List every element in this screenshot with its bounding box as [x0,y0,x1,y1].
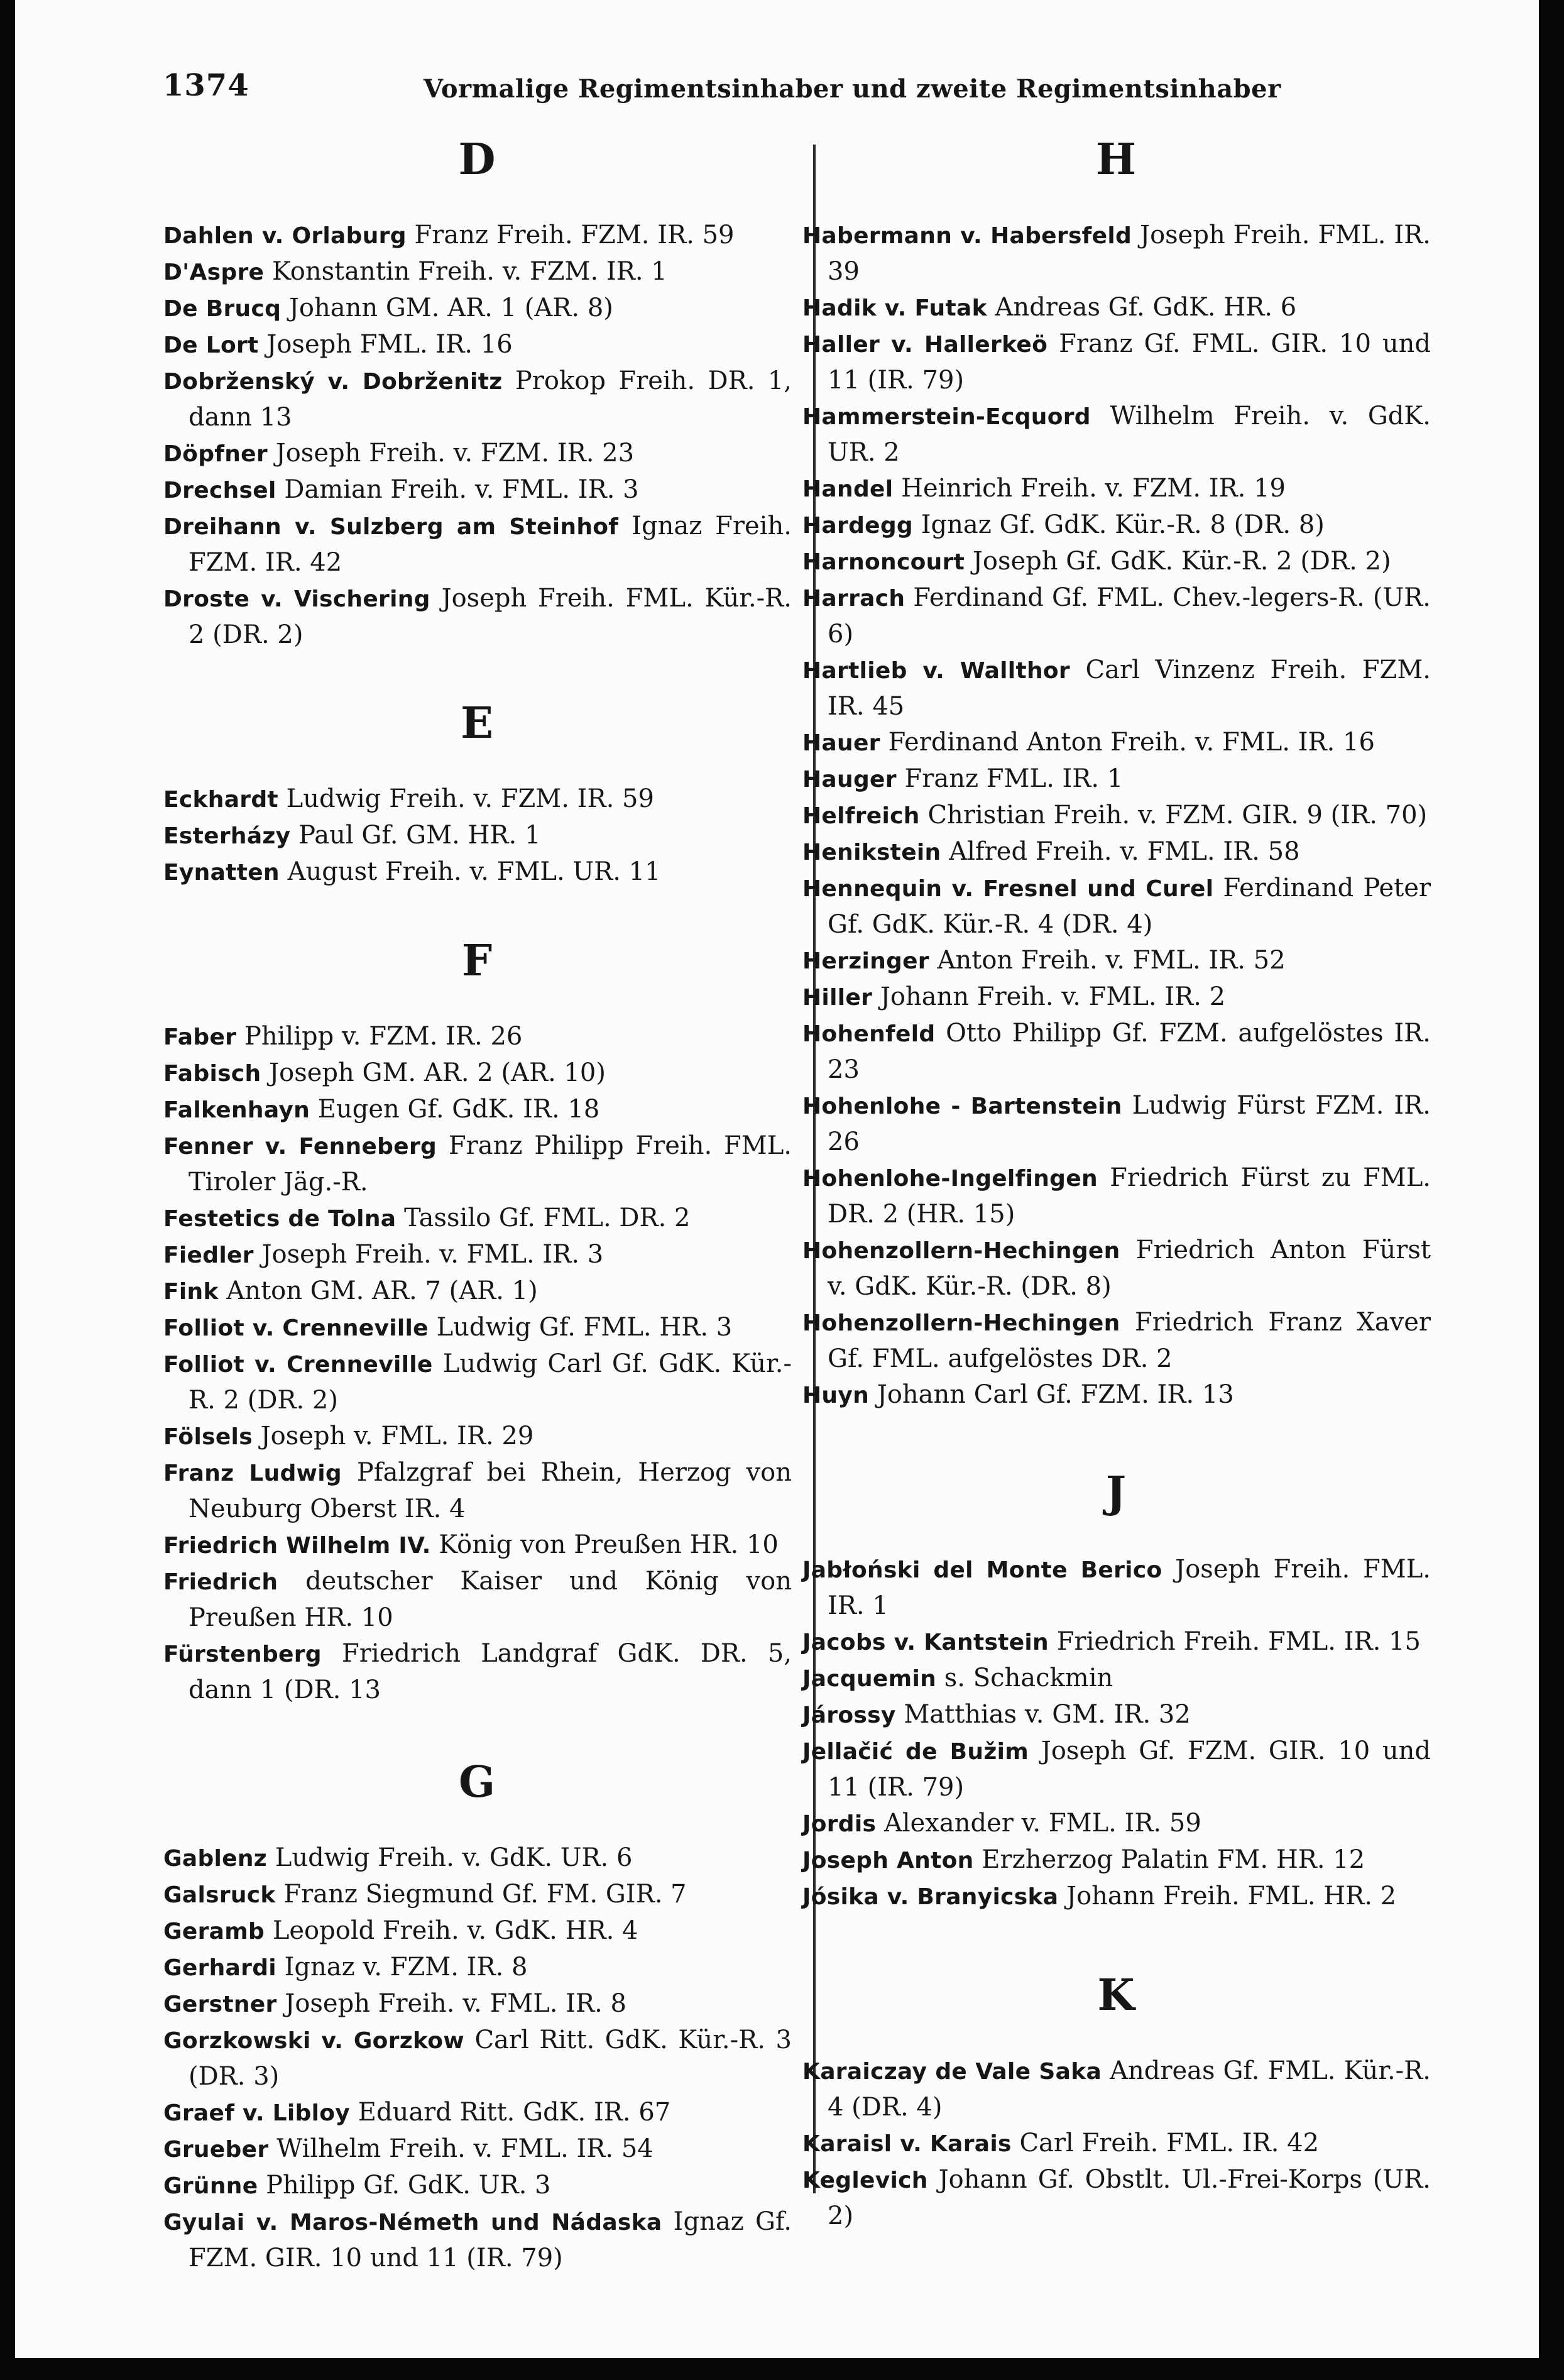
index-entry [802,834,1431,870]
index-entry [163,1310,792,1346]
left-column [163,134,792,2276]
entry-name: Franz Ludwig [163,1461,342,1486]
entry-name: Hohenzollern-Hechingen [802,1310,1120,1336]
entry-details: Ludwig Gf. FML. HR. 3 [436,1313,733,1342]
entry-name: Festetics de Tolna [163,1206,396,1232]
entry-name: Gablenz [163,1846,268,1872]
entry-details: Pfalzgraf bei Rhein, Herzog von Neuburg Oberst IR. 4 [189,1458,792,1523]
index-entry [163,327,792,363]
entry-name: Graef v. Libloy [163,2100,351,2126]
index-entry [802,725,1431,761]
index-entry [802,326,1431,398]
entry-name: Esterházy [163,823,291,849]
entry-name: Dahlen v. Orlaburg [163,223,407,249]
index-entry [802,1660,1431,1697]
index-entry [163,290,792,327]
entry-details: Carl Vinzenz Freih. FZM. IR. 45 [828,655,1431,721]
index-entry [163,436,792,472]
entry-details: Friedrich Fürst zu FML. DR. 2 (HR. 15) [828,1163,1431,1229]
entry-details: Friedrich Anton Fürst v. GdK. Kür.-R. (DR. 8) [828,1236,1431,1301]
right-column [802,134,1431,2234]
entry-details: Ferdinand Peter Gf. GdK. Kür.-R. 4 (DR. 4) [828,874,1431,939]
entry-name: D'Aspre [163,260,265,285]
index-entry [802,2162,1431,2234]
entry-details: Leopold Freih. v. GdK. HR. 4 [272,1916,638,1945]
entry-name: Gorzkowski v. Gorzkow [163,2028,464,2054]
index-entry [163,2022,792,2095]
index-entry [802,870,1431,943]
entry-name: Hammerstein-Ecquord [802,404,1091,430]
entry-details: Carl Freih. FML. IR. 42 [1019,2129,1320,2158]
entry-details: Damian Freih. v. FML. IR. 3 [284,475,639,504]
index-entry [802,1878,1431,1915]
section-letter-h: H [1095,134,1138,185]
entry-name: Gyulai v. Maros-Németh und Nádaska [163,2210,662,2235]
entry-details: Joseph GM. AR. 2 (AR. 10) [269,1058,606,1087]
index-entry [163,1019,792,1055]
entry-name: Friedrich Wilhelm IV. [163,1533,431,1559]
entry-details: Franz Freih. FZM. IR. 59 [414,221,735,250]
entry-name: Harrach [802,586,905,611]
section-letter-d: D [458,134,497,185]
entry-name: Herzinger [802,948,929,974]
entry-details: Johann GM. AR. 1 (AR. 8) [288,293,613,322]
entry-name: Droste v. Vischering [163,586,430,612]
index-entry [802,1697,1431,1733]
index-entry [802,398,1431,471]
entry-name: Hohenlohe-Ingelfingen [802,1166,1098,1192]
entry-details: s. Schackmin [944,1664,1113,1692]
index-entry [802,979,1431,1016]
entry-details: Franz Gf. FML. GIR. 10 und 11 (IR. 79) [828,329,1431,395]
entry-details: Alfred Freih. v. FML. IR. 58 [949,837,1300,866]
entry-details: Carl Ritt. GdK. Kür.-R. 3 (DR. 3) [189,2026,792,2091]
index-entry [802,1806,1431,1842]
index-entry [802,1842,1431,1878]
index-entry [802,1016,1431,1088]
index-entry [163,1527,792,1564]
entry-name: Hauger [802,767,897,792]
entry-name: Hartlieb v. Wallthor [802,658,1070,684]
entry-details: Ludwig Fürst FZM. IR. 26 [828,1091,1431,1156]
entry-name: De Lort [163,332,259,358]
entry-details: Philipp Gf. GdK. UR. 3 [266,2171,551,2200]
entry-name: Handel [802,476,894,502]
index-entry [163,1840,792,1877]
entry-details: Joseph Freih. FML. IR. 1 [828,1555,1431,1620]
entry-name: Gerhardi [163,1955,276,1981]
entry-details: Anton GM. AR. 7 (AR. 1) [226,1276,538,1305]
entry-name: Hennequin v. Fresnel und Curel [802,876,1214,902]
entry-name: Jellačić de Bužim [802,1739,1029,1765]
index-entry [802,580,1431,652]
index-entry [163,1346,792,1418]
entry-name: Galsruck [163,1882,276,1908]
entry-name: Fink [163,1279,219,1305]
entry-name: Hauer [802,730,880,756]
entry-name: Helfreich [802,803,920,829]
index-entry [163,2168,792,2204]
entry-details: Joseph Gf. GdK. Kür.-R. 2 (DR. 2) [972,547,1391,576]
index-entry [802,2125,1431,2162]
book-page [15,0,1539,2358]
entry-details: Eugen Gf. GdK. IR. 18 [317,1095,600,1124]
index-entry [802,1232,1431,1305]
entry-name: Jósika v. Branyicska [802,1884,1059,1910]
index-entry [163,2131,792,2168]
entry-name: Eynatten [163,860,280,886]
index-entry [163,1092,792,1128]
index-entry [802,544,1431,580]
entry-details: Matthias v. GM. IR. 32 [904,1700,1191,1729]
index-entry [163,1273,792,1310]
entry-name: Jacquemin [802,1666,937,1692]
entry-details: Ludwig Freih. v. FZM. IR. 59 [286,784,654,813]
entry-details: Ignaz Gf. FZM. GIR. 10 und 11 (IR. 79) [189,2207,792,2273]
index-entry [802,1160,1431,1232]
entry-details: Franz FML. IR. 1 [904,764,1124,793]
index-entry [802,943,1431,979]
index-entry [802,507,1431,544]
entry-name: Eckhardt [163,787,278,813]
entry-name: Henikstein [802,840,941,865]
entry-name: Faber [163,1024,237,1050]
entry-name: Hohenfeld [802,1021,936,1047]
entry-details: Anton Freih. v. FML. IR. 52 [937,946,1286,975]
entry-details: Ferdinand Gf. FML. Chev.-legers-R. (UR. 6) [828,583,1431,649]
entry-name: Döpfner [163,441,268,467]
entry-details: Paul Gf. GM. HR. 1 [298,821,541,850]
index-entry [163,217,792,254]
entry-details: Andreas Gf. GdK. HR. 6 [995,293,1297,322]
entry-details: Joseph Freih. FML. IR. 39 [828,221,1431,286]
entry-details: Alexander v. FML. IR. 59 [883,1809,1201,1838]
index-entry [163,1913,792,1950]
index-entry [802,798,1431,834]
entry-details: Johann Freih. FML. HR. 2 [1066,1882,1397,1911]
section-letter-f: F [461,936,494,986]
entry-name: Folliot v. Crenneville [163,1315,429,1341]
index-entry [163,1128,792,1200]
entry-name: Hohenzollern-Hechingen [802,1238,1120,1264]
index-entry [802,1552,1431,1624]
entry-details: Ignaz Freih. FZM. IR. 42 [189,512,792,577]
index-entry [163,1237,792,1273]
entry-details: Ludwig Carl Gf. GdK. Kür.-R. 2 (DR. 2) [189,1349,792,1415]
entry-name: Fölsels [163,1424,253,1450]
entry-name: Fürstenberg [163,1642,322,1667]
index-entry [163,254,792,290]
index-entry [802,761,1431,798]
entry-name: Huyn [802,1383,870,1408]
entry-name: Jacobs v. Kantstein [802,1630,1049,1655]
entry-details: Franz Philipp Freih. FML. Tiroler Jäg.-R. [189,1131,792,1197]
index-entry [163,1986,792,2022]
index-entry [163,472,792,508]
index-entry [802,1377,1431,1413]
entry-name: Geramb [163,1919,265,1944]
entry-details: deutscher Kaiser und König von Preußen HR. 10 [189,1567,792,1632]
entry-name: Karaisl v. Karais [802,2131,1012,2157]
index-entry [163,854,792,891]
entry-details: Konstantin Freih. v. FZM. IR. 1 [271,257,667,286]
index-entry [163,818,792,854]
entry-details: Ignaz v. FZM. IR. 8 [284,1953,528,1982]
entry-name: Keglevich [802,2168,928,2193]
index-entry [163,363,792,436]
index-entry [802,1624,1431,1660]
entry-details: Joseph v. FML. IR. 29 [260,1422,534,1450]
entry-name: Hiller [802,985,873,1011]
entry-name: Hohenlohe - Bartenstein [802,1094,1122,1119]
index-entry [163,1564,792,1636]
section-letter-j: J [1105,1467,1128,1518]
entry-details: Ludwig Freih. v. GdK. UR. 6 [275,1843,633,1872]
index-entry [163,1200,792,1237]
index-entry [802,1733,1431,1806]
index-entry [163,581,792,653]
entry-name: Friedrich [163,1569,278,1595]
entry-name: Járossy [802,1703,896,1728]
entry-name: De Brucq [163,296,282,322]
entry-name: Fenner v. Fenneberg [163,1134,437,1160]
index-entry [163,1055,792,1092]
index-entry [163,508,792,581]
entry-name: Joseph Anton [802,1848,974,1873]
entry-details: Johann Gf. Obstlt. Ul.-Frei-Korps (UR. 2) [828,2165,1431,2230]
index-entry [802,2053,1431,2125]
entry-details: Johann Carl Gf. FZM. IR. 13 [877,1380,1234,1409]
index-entry [802,471,1431,507]
index-entry [163,1877,792,1913]
entry-name: Jabłoński del Monte Berico [802,1557,1162,1583]
entry-name: Harnoncourt [802,549,965,575]
entry-name: Karaiczay de Vale Saka [802,2059,1102,2085]
entry-details: Joseph Freih. v. FZM. IR. 23 [275,439,635,468]
index-entry [163,1455,792,1527]
entry-details: Joseph FML. IR. 16 [266,330,513,359]
entry-details: Christian Freih. v. FZM. GIR. 9 (IR. 70) [927,801,1428,830]
entry-details: Joseph Gf. FZM. GIR. 10 und 11 (IR. 79) [828,1736,1431,1802]
page-number: 1374 [163,68,249,103]
entry-details: Otto Philipp Gf. FZM. aufgelöstes IR. 23 [828,1019,1431,1084]
index-entry [163,2204,792,2276]
entry-details: Friedrich Freih. FML. IR. 15 [1056,1627,1421,1656]
entry-name: Fabisch [163,1061,261,1087]
entry-details: Heinrich Freih. v. FZM. IR. 19 [901,474,1286,503]
entry-details: Andreas Gf. FML. Kür.-R. 4 (DR. 4) [828,2056,1431,2122]
entry-name: Grünne [163,2173,258,2199]
section-letter-g: G [458,1757,497,1807]
entry-details: Franz Siegmund Gf. FM. GIR. 7 [283,1880,687,1909]
index-entry [802,1305,1431,1377]
entry-details: August Freih. v. FML. UR. 11 [287,857,661,886]
index-entry [163,1636,792,1708]
entry-details: König von Preußen HR. 10 [439,1530,779,1559]
index-entry [163,1950,792,1986]
entry-name: Jordis [802,1811,877,1837]
entry-name: Haller v. Hallerkeö [802,332,1048,358]
entry-details: Philipp v. FZM. IR. 26 [244,1022,523,1051]
index-entry [802,1088,1431,1160]
entry-details: Friedrich Landgraf GdK. DR. 5, dann 1 (DR. 13 [189,1639,792,1704]
entry-details: Ferdinand Anton Freih. v. FML. IR. 16 [888,728,1375,757]
entry-name: Habermann v. Habersfeld [802,223,1132,249]
entry-details: Joseph Freih. v. FML. IR. 8 [285,1989,626,2018]
index-entry [163,1418,792,1455]
entry-details: Joseph Freih. FML. Kür.-R. 2 (DR. 2) [189,584,792,649]
index-entry [802,217,1431,290]
entry-details: Prokop Freih. DR. 1, dann 13 [189,366,792,432]
entry-details: Erzherzog Palatin FM. HR. 12 [982,1845,1365,1874]
entry-details: Johann Freih. v. FML. IR. 2 [880,982,1226,1011]
entry-name: Fiedler [163,1242,254,1268]
index-entry [802,652,1431,725]
section-letter-k: K [1097,1970,1136,2021]
index-entry [163,781,792,818]
entry-name: Dreihann v. Sulzberg am Steinhof [163,514,619,540]
index-entry [163,2095,792,2131]
entry-details: Wilhelm Freih. v. GdK. UR. 2 [828,402,1431,467]
entry-name: Hardegg [802,513,914,539]
entry-details: Ignaz Gf. GdK. Kür.-R. 8 (DR. 8) [921,510,1325,539]
entry-name: Gerstner [163,1992,277,2017]
entry-details: Joseph Freih. v. FML. IR. 3 [261,1240,604,1269]
index-entry [802,290,1431,326]
entry-name: Drechsel [163,478,276,503]
entry-name: Falkenhayn [163,1097,310,1123]
entry-details: Friedrich Franz Xaver Gf. FML. aufgelöstes DR. 2 [828,1308,1431,1373]
entry-name: Hadik v. Futak [802,295,987,321]
entry-details: Wilhelm Freih. v. FML. IR. 54 [276,2134,653,2163]
entry-details: Eduard Ritt. GdK. IR. 67 [358,2098,671,2127]
entry-name: Dobrženský v. Dobrženitz [163,369,503,395]
running-title: Vormalige Regimentsinhaber und zweite Regimentsinhaber [424,74,1281,104]
section-letter-e: E [461,698,495,749]
entry-details: Tassilo Gf. FML. DR. 2 [404,1204,691,1232]
entry-name: Folliot v. Crenneville [163,1352,433,1378]
entry-name: Grueber [163,2137,269,2163]
